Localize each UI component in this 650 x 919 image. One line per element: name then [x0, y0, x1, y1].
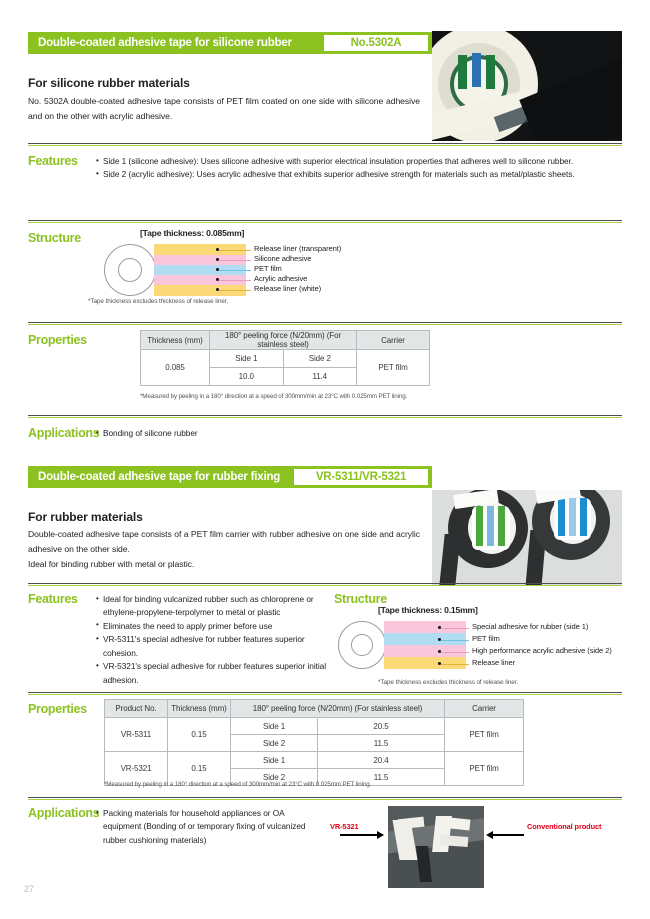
- annotation-arrow-left: [340, 834, 378, 836]
- intro-body-vr5311: [28, 527, 420, 572]
- list-item: • Eliminates the need to apply primer before use: [96, 620, 328, 633]
- col-product-no: Product No.: [105, 700, 168, 718]
- cell-thickness-value: 0.15: [168, 718, 231, 752]
- section-rule: [28, 797, 622, 800]
- col-thickness: Thickness (mm): [168, 700, 231, 718]
- cell-product-no: VR-5321: [105, 752, 168, 786]
- cell-side2-value: 11.4: [283, 368, 357, 386]
- cell-carrier-value: PET film: [445, 718, 524, 752]
- leader-line: [219, 270, 251, 271]
- structure-thickness-note: [Tape thickness: 0.085mm]: [140, 228, 245, 238]
- tape-roll-illustration: [338, 621, 386, 669]
- banner-title: Double-coated adhesive tape for silicone rubber: [38, 37, 292, 49]
- structure-footnote-vr5311: *Tape thickness excludes thickness of release liner.: [378, 679, 519, 686]
- list-item: • Ideal for binding vulcanized rubber such as chloroprene or ethylene-propylene-terpolymer to metal or plastic: [96, 593, 328, 620]
- applications-list-vr5311: [96, 807, 306, 847]
- list-item: • Packing materials for household appliances or OA equipment (Bonding of or temporary fixing of vulcanized rubber cushioning materials): [96, 807, 306, 847]
- leader-line: [441, 628, 469, 629]
- cell-carrier-value: PET film: [357, 350, 430, 386]
- product-photo-vr5311-vr5321: [432, 490, 622, 586]
- table-header-row: [141, 331, 430, 350]
- structure-diagram-5302a: [96, 228, 516, 308]
- structure-heading-vr5311: Structure: [334, 592, 387, 606]
- col-peeling-force: 180° peeling force (N/20mm) (For stainless steel): [231, 700, 445, 718]
- application-demo-photo: [388, 806, 484, 888]
- layer-label: PET film: [472, 634, 500, 643]
- properties-heading-5302a: Properties: [28, 333, 87, 347]
- section-rule: [28, 143, 622, 146]
- intro-title-vr5311: For rubber materials: [28, 510, 143, 524]
- section-rule: [28, 322, 622, 325]
- section-rule: [28, 583, 622, 586]
- layer-label: High performance acrylic adhesive (side 2): [472, 646, 612, 655]
- intro-title-5302a: For silicone rubber materials: [28, 76, 190, 90]
- cell-side2-value: 11.5: [318, 735, 445, 752]
- product-photo-5302a: [432, 31, 622, 141]
- layer-label: Release liner: [472, 658, 516, 667]
- features-list-vr5311: [96, 593, 328, 687]
- list-item: • Side 1 (silicone adhesive): Uses silicone adhesive with superior electrical insulation properties that adheres well to silicone rubber.: [96, 155, 596, 168]
- page-number: 27: [24, 884, 35, 894]
- table-row: [141, 350, 430, 368]
- product-banner-5302a: [28, 32, 432, 54]
- leader-line: [219, 280, 251, 281]
- list-item: • VR-5321's special adhesive for rubber features superior initial adhesion.: [96, 660, 328, 687]
- properties-footnote-5302a: *Measured by peeling in a 180° direction at a speed of 300mm/min at 23°C with 0.025mm PET lining.: [140, 393, 408, 400]
- cell-side1-value: 10.0: [210, 368, 284, 386]
- table-row: [105, 752, 524, 769]
- cell-side2-label: Side 2: [231, 769, 318, 786]
- leader-line: [441, 652, 469, 653]
- product-banner-vr5311-vr5321: [28, 466, 432, 488]
- annotation-arrow-right: [492, 834, 524, 836]
- layer-label: Silicone adhesive: [254, 254, 312, 263]
- properties-table-5302a: [140, 330, 430, 386]
- leader-line: [219, 250, 251, 251]
- banner-product-code: VR-5311/VR-5321: [294, 469, 428, 485]
- cell-side2-value: 11.5: [318, 769, 445, 786]
- leader-line: [219, 290, 251, 291]
- cell-side1-value: 20.5: [318, 718, 445, 735]
- table-header-row: [105, 700, 524, 718]
- structure-thickness-note: [Tape thickness: 0.15mm]: [378, 605, 478, 615]
- features-list-5302a: [96, 155, 596, 182]
- intro-body-line: Double-coated adhesive tape consists of a PET film carrier with rubber adhesive on one side and acrylic adhesive on the other side.: [28, 529, 420, 555]
- table-row: [105, 718, 524, 735]
- cell-product-no: VR-5311: [105, 718, 168, 752]
- section-rule: [28, 415, 622, 418]
- cell-thickness-value: 0.15: [168, 752, 231, 786]
- layer-label: Special adhesive for rubber (side 1): [472, 622, 589, 631]
- list-item: • Bonding of silicone rubber: [96, 427, 496, 440]
- layer-label: Acrylic adhesive: [254, 274, 308, 283]
- banner-product-code: No.5302A: [324, 35, 428, 51]
- cell-side2-label: Side 2: [231, 735, 318, 752]
- properties-table-vr5311: [104, 699, 524, 786]
- layer-label: Release liner (white): [254, 284, 322, 293]
- section-rule: [28, 692, 622, 695]
- structure-diagram-vr5311: [334, 605, 634, 677]
- properties-footnote-vr5311: *Measured by peeling in a 180° direction at a speed of 300mm/min at 23°C with 0.025mm PET lining.: [104, 781, 372, 788]
- col-peeling-force: 180° peeling force (N/20mm) (For stainless steel): [210, 331, 357, 350]
- cell-side1-label: Side 1: [210, 350, 284, 368]
- cell-side1-label: Side 1: [231, 752, 318, 769]
- annotation-label-left: VR-5321: [330, 822, 359, 831]
- properties-heading-vr5311: Properties: [28, 702, 87, 716]
- leader-line: [441, 640, 469, 641]
- leader-line: [219, 260, 251, 261]
- list-item: • VR-5311's special adhesive for rubber features superior cohesion.: [96, 633, 328, 660]
- intro-body-5302a: No. 5302A double-coated adhesive tape consists of PET film coated on one side with silicone adhesive and on the other with acrylic adhesive.: [28, 96, 420, 122]
- section-rule: [28, 220, 622, 223]
- structure-footnote-5302a: *Tape thickness excludes thickness of release liner.: [88, 298, 229, 305]
- structure-heading-5302a: Structure: [28, 231, 81, 245]
- col-carrier: Carrier: [357, 331, 430, 350]
- features-heading-vr5311: Features: [28, 592, 78, 606]
- list-item: • Side 2 (acrylic adhesive): Uses acrylic adhesive that exhibits superior adhesive strength for materials such as metal/plastic sheets.: [96, 168, 596, 181]
- applications-list-5302a: [96, 427, 496, 440]
- annotation-label-right: Conventional product: [527, 822, 602, 831]
- layer-label: PET film: [254, 264, 282, 273]
- cell-thickness-value: 0.085: [141, 350, 210, 386]
- cell-carrier-value: PET film: [445, 752, 524, 786]
- cell-side1-value: 20.4: [318, 752, 445, 769]
- layer-release-liner-white: [154, 285, 246, 296]
- leader-line: [441, 664, 469, 665]
- cell-side1-label: Side 1: [231, 718, 318, 735]
- features-heading-5302a: Features: [28, 154, 78, 168]
- layer-label: Release liner (transparent): [254, 244, 342, 253]
- cell-side2-label: Side 2: [283, 350, 357, 368]
- intro-body-line: Ideal for binding rubber with metal or plastic.: [28, 559, 195, 570]
- tape-roll-illustration: [104, 244, 156, 296]
- applications-heading-5302a: Applications: [28, 426, 100, 440]
- banner-title: Double-coated adhesive tape for rubber fixing: [38, 471, 281, 483]
- applications-heading-vr5311: Applications: [28, 806, 100, 820]
- col-thickness: Thickness (mm): [141, 331, 210, 350]
- col-carrier: Carrier: [445, 700, 524, 718]
